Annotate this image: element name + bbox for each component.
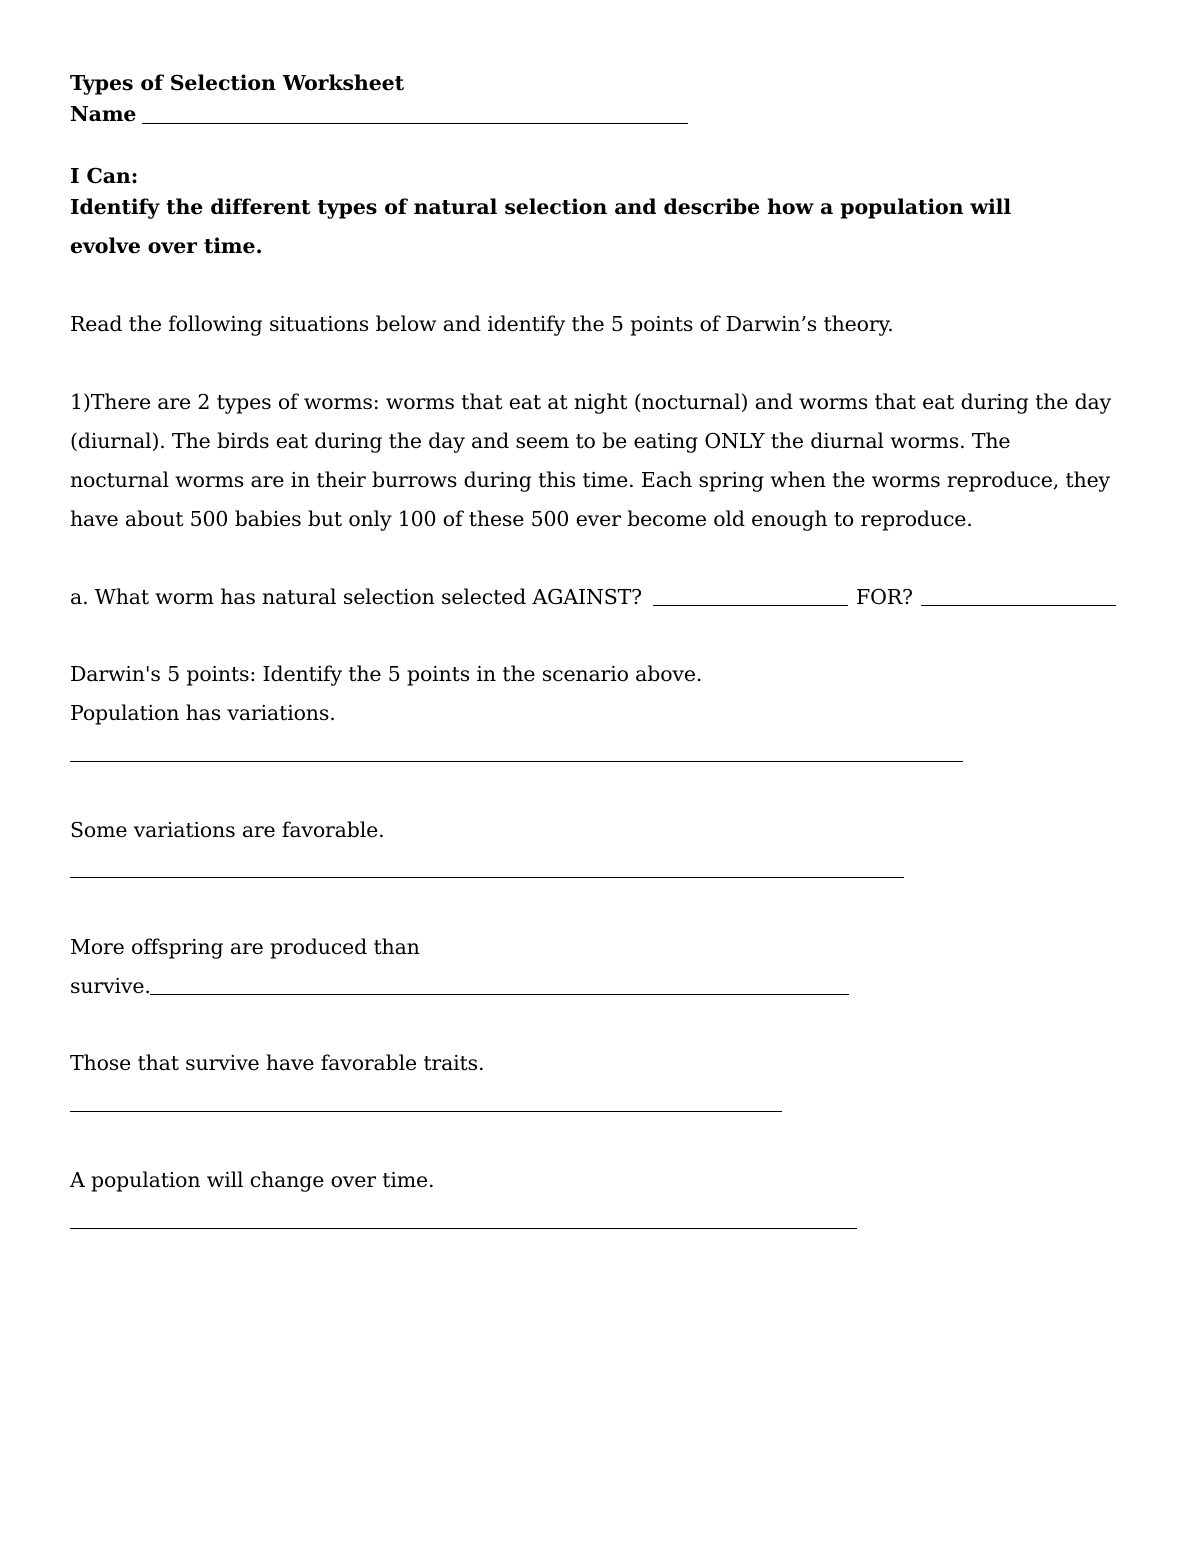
scenario-line-2: (diurnal). The birds eat during the day and seem to be eating ONLY the diurnal worms. The [70,429,1011,453]
for-answer-blank[interactable] [921,605,1116,606]
worksheet-title: Types of Selection Worksheet [70,71,404,95]
darwin-point-3-line-1: More offspring are produced than [70,935,420,959]
name-label: Name [70,102,137,126]
objective-line-2: evolve over time. [70,234,263,258]
point-3-answer-blank[interactable] [150,994,849,995]
name-blank[interactable] [142,123,688,124]
point-2-answer-blank[interactable] [70,877,904,878]
point-1-answer-blank[interactable] [70,761,963,762]
point-4-answer-blank[interactable] [70,1111,782,1112]
darwin-intro: Darwin's 5 points: Identify the 5 points in the scenario above. [70,662,703,686]
instructions: Read the following situations below and identify the 5 points of Darwin’s theory. [70,312,894,336]
scenario-line-3: nocturnal worms are in their burrows during this time. Each spring when the worms reproduce, they [70,468,1110,492]
scenario-line-1: 1)There are 2 types of worms: worms that eat at night (nocturnal) and worms that eat during the day [70,390,1112,414]
darwin-point-4: Those that survive have favorable traits. [70,1051,485,1075]
darwin-point-1: Population has variations. [70,701,336,725]
darwin-point-3-line-2: survive. [70,974,151,998]
question-a-for: FOR? [856,585,913,609]
darwin-point-2: Some variations are favorable. [70,818,385,842]
scenario-line-4: have about 500 babies but only 100 of these 500 ever become old enough to reproduce. [70,507,973,531]
point-5-answer-blank[interactable] [70,1228,857,1229]
objective-line-1: Identify the different types of natural selection and describe how a population will [70,195,1012,219]
objective-heading: I Can: [70,164,139,188]
darwin-point-5: A population will change over time. [70,1168,435,1192]
against-answer-blank[interactable] [653,605,848,606]
question-a-against: a. What worm has natural selection selected AGAINST? [70,585,643,609]
